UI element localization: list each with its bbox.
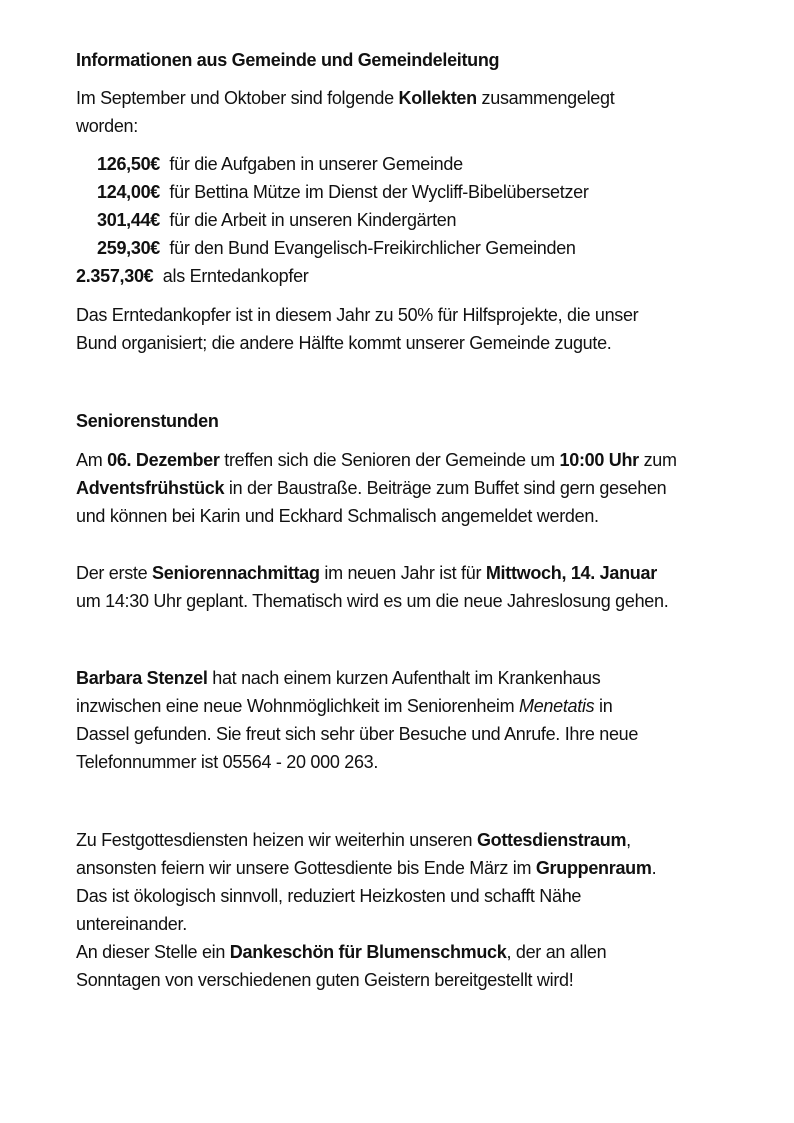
collection-amount: 259,30€	[97, 238, 160, 258]
person-bold: Barbara Stenzel	[76, 668, 208, 688]
gottesdienst-line2	[76, 854, 656, 882]
kollekten-intro-line1	[76, 84, 614, 112]
text: Im September und Oktober sind folgende	[76, 88, 399, 108]
collection-purpose: für Bettina Mütze im Dienst der Wycliff-Bibelübersetzer	[169, 182, 589, 202]
text: in der Baustraße. Beiträge zum Buffet sind gern gesehen	[224, 478, 667, 498]
heading-gemeinde-info: Informationen aus Gemeinde und Gemeindeleitung	[76, 50, 500, 70]
text: Am	[76, 450, 108, 470]
collection-row	[76, 262, 309, 290]
text: An dieser Stelle ein	[76, 942, 230, 962]
senioren-p1-line2	[76, 474, 666, 502]
heading-seniorenstunden: Seniorenstunden	[76, 411, 219, 431]
text: treffen sich die Senioren der Gemeinde um	[219, 450, 560, 470]
text: Der erste	[76, 563, 153, 583]
text: zum	[638, 450, 677, 470]
stenzel-line1	[76, 664, 600, 692]
text: , der an allen	[506, 942, 607, 962]
event-bold: Seniorennachmittag	[152, 563, 320, 583]
dankeschoen-line1	[76, 938, 606, 966]
collection-purpose: für die Arbeit in unseren Kindergärten	[169, 210, 457, 230]
collection-amount: 124,00€	[97, 182, 160, 202]
senioren-p1-line1	[76, 446, 677, 474]
date-bold: 06. Dezember	[107, 450, 220, 470]
collection-purpose: als Erntedankopfer	[162, 266, 309, 286]
collection-row	[72, 178, 589, 206]
kollekten-bold: Kollekten	[398, 88, 477, 108]
collection-amount: 2.357,30€	[76, 266, 154, 286]
stenzel-line3: Dassel gefunden. Sie freut sich sehr über Besuche und Anrufe. Ihre neue	[76, 724, 639, 744]
stenzel-line2	[76, 692, 612, 720]
collection-amount: 301,44€	[97, 210, 160, 230]
erntedank-note-line2: Bund organisiert; die andere Hälfte kommt unserer Gemeinde zugute.	[76, 333, 612, 353]
room-bold: Gottesdienstraum	[476, 830, 627, 850]
kollekten-intro-line2: worden:	[76, 116, 138, 136]
text: ,	[626, 830, 631, 850]
collection-row	[72, 234, 576, 262]
seniorenheim-italic: Menetatis	[519, 696, 595, 716]
text: ansonsten feiern wir unsere Gottesdiente bis Ende März im	[76, 858, 536, 878]
collection-purpose: für den Bund Evangelisch-Freikirchlicher Gemeinden	[169, 238, 576, 258]
collection-purpose: für die Aufgaben in unserer Gemeinde	[169, 154, 463, 174]
collection-amount: 126,50€	[97, 154, 160, 174]
text: in	[594, 696, 613, 716]
gottesdienst-line4: untereinander.	[76, 914, 187, 934]
text: .	[651, 858, 657, 878]
text: inzwischen eine neue Wohnmöglichkeit im Seniorenheim	[76, 696, 520, 716]
date-bold: Mittwoch, 14. Januar	[485, 563, 657, 583]
senioren-p2-line1	[76, 559, 657, 587]
collection-row	[72, 206, 456, 234]
senioren-p2-line2: um 14:30 Uhr geplant. Thematisch wird es um die neue Jahreslosung gehen.	[76, 591, 669, 611]
room-bold: Gruppenraum	[535, 858, 652, 878]
gottesdienst-line3: Das ist ökologisch sinnvoll, reduziert Heizkosten und schafft Nähe	[76, 886, 582, 906]
gottesdienst-line1	[76, 826, 631, 854]
text: zusammengelegt	[476, 88, 615, 108]
thanks-bold: Dankeschön für Blumenschmuck	[229, 942, 507, 962]
event-bold: Adventsfrühstück	[76, 478, 225, 498]
text: hat nach einem kurzen Aufenthalt im Krankenhaus	[207, 668, 601, 688]
time-bold: 10:00 Uhr	[559, 450, 639, 470]
stenzel-line4: Telefonnummer ist 05564 - 20 000 263.	[76, 752, 379, 772]
dankeschoen-line2: Sonntagen von verschiedenen guten Geistern bereitgestellt wird!	[76, 970, 574, 990]
erntedank-note-line1: Das Erntedankopfer ist in diesem Jahr zu 50% für Hilfsprojekte, die unser	[76, 305, 639, 325]
senioren-p1-line3: und können bei Karin und Eckhard Schmalisch angemeldet werden.	[76, 506, 599, 526]
text: Zu Festgottesdiensten heizen wir weiterhin unseren	[76, 830, 477, 850]
text: im neuen Jahr ist für	[319, 563, 486, 583]
collection-row	[72, 150, 463, 178]
